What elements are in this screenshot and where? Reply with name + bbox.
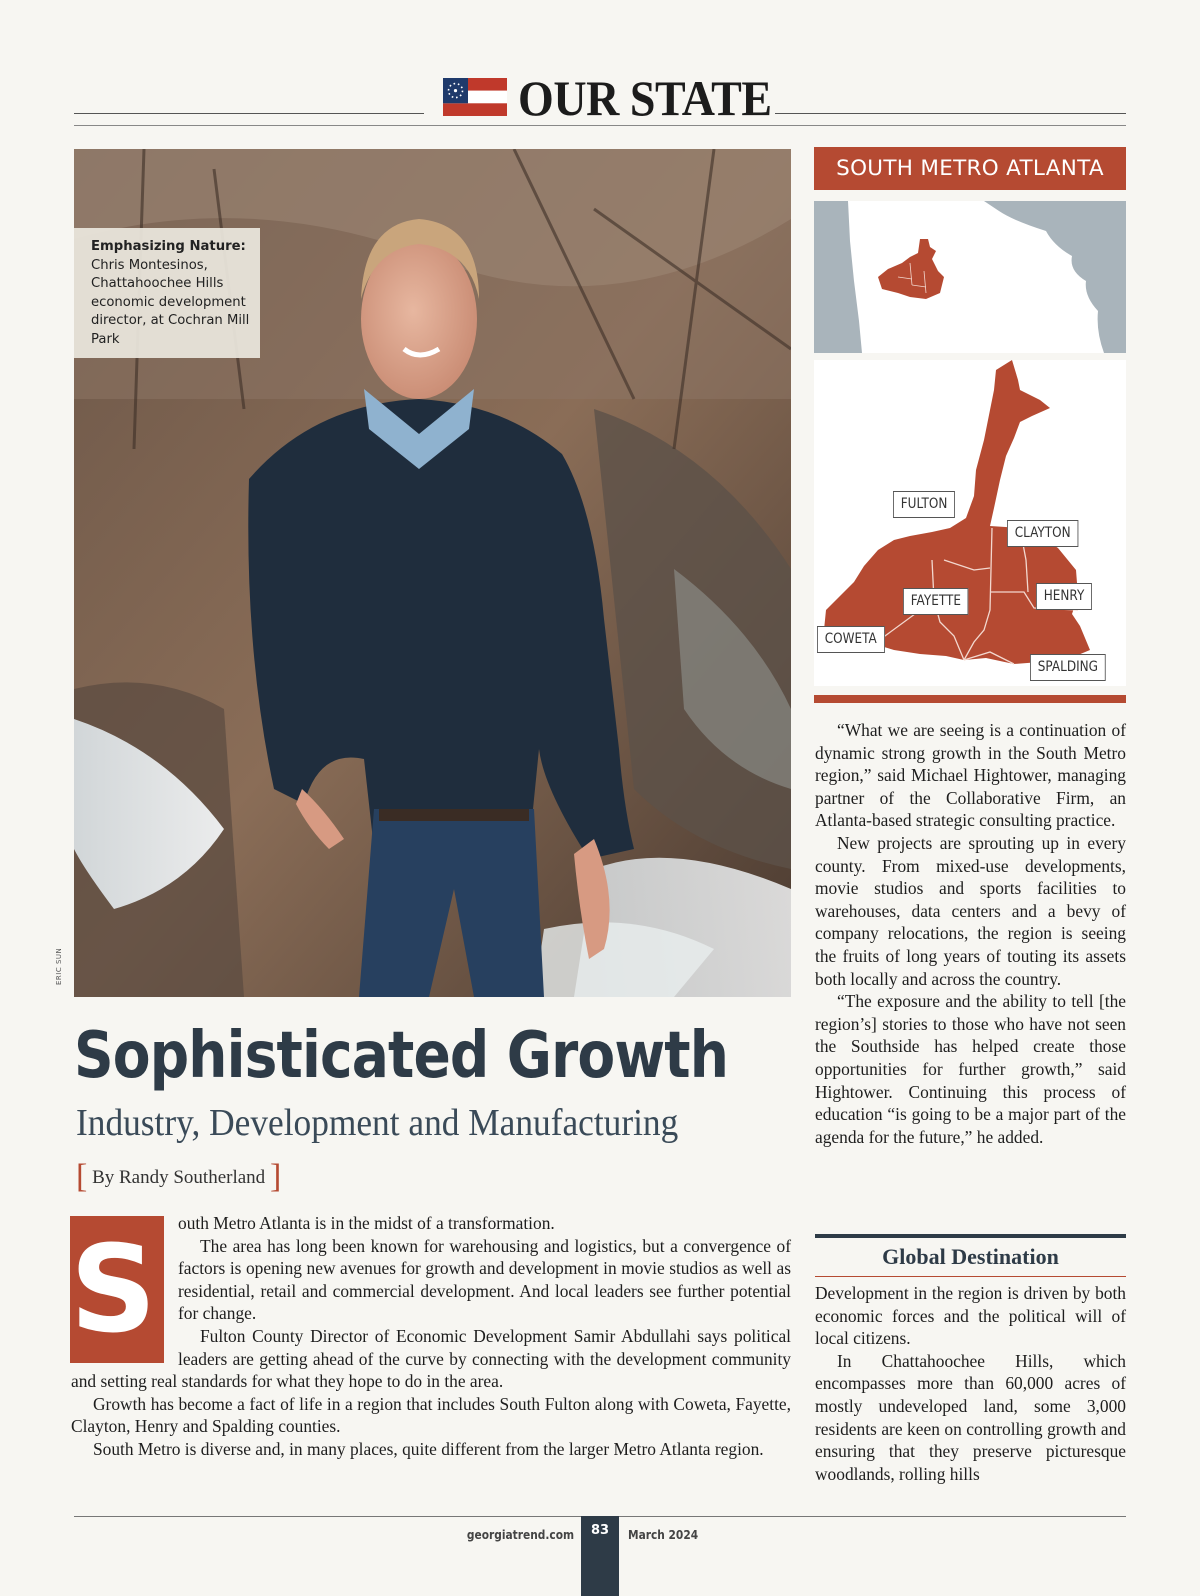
georgia-flag-icon <box>443 78 507 116</box>
article-body-right <box>815 719 1126 1148</box>
photo-credit: ERIC SUN <box>55 947 63 985</box>
caption-title: Emphasizing Nature: <box>91 239 246 254</box>
article-subhead: Industry, Development and Manufacturing <box>76 1102 679 1144</box>
page-number: 83 <box>581 1516 619 1596</box>
map-title: SOUTH METRO ATLANTA <box>814 147 1126 190</box>
drop-cap: S <box>70 1216 164 1363</box>
county-label-clayton: CLAYTON <box>1007 520 1078 547</box>
paragraph: New projects are sprouting up in every county. From mixed-use developments, movie studios and sports facilities to warehouses, data centers and a bevy of company relocations, the region is seeing the fruits of long years of touting its assets both locally and across the country. <box>815 832 1126 989</box>
county-label-spalding: SPALDING <box>1030 654 1106 681</box>
paragraph: outh Metro Atlanta is in the midst of a transformation. <box>178 1213 555 1233</box>
county-label-coweta: COWETA <box>817 626 885 653</box>
footer-date: March 2024 <box>628 1527 699 1542</box>
paragraph: Fulton County Director of Economic Development Samir Abdullahi says political leaders are getting ahead of the curve by connecting with the development community and setting real standards for what they hope to do in the area. <box>71 1325 791 1392</box>
section-title: OUR STATE <box>518 70 772 126</box>
section-heading: Global Destination <box>815 1234 1126 1277</box>
paragraph: “The exposure and the ability to tell [the region’s] stories to those who have not seen the Southside has helped create those opportunities for further growth,” said Hightower. Continuing this process of education “is going to be a major part of the agenda for the future,” he added. <box>815 991 1126 1147</box>
map-bottom-bar <box>814 695 1126 703</box>
byline-bracket-open: [ <box>76 1158 88 1195</box>
paragraph: “What we are seeing is a continuation of dynamic strong growth in the South Metro region,” said Michael Hightower, managing partner of the Collaborative Firm, an Atlanta-based strategic consulting practice. <box>815 720 1126 831</box>
header-rule-left <box>74 113 424 114</box>
article-body-right-2 <box>815 1282 1126 1485</box>
paragraph: Development in the region is driven by both economic forces and the political will of local citizens. <box>815 1283 1126 1349</box>
paragraph: South Metro is diverse and, in many places, quite different from the larger Metro Atlanta region. <box>93 1438 764 1459</box>
county-label-henry: HENRY <box>1036 583 1092 610</box>
article-body-left <box>71 1212 791 1461</box>
paragraph: Growth has become a fact of life in a region that includes South Fulton along with Coweta, Fayette, Clayton, Henry and Spalding counties. <box>71 1393 791 1437</box>
byline <box>76 1160 281 1195</box>
header-rule-right <box>775 113 1126 114</box>
article-headline: Sophisticated Growth <box>74 1019 729 1093</box>
county-label-fayette: FAYETTE <box>903 588 969 615</box>
photo-caption <box>74 228 260 358</box>
georgia-inset-map <box>814 201 1126 353</box>
byline-bracket-close: ] <box>269 1158 282 1195</box>
paragraph: In Chattahoochee Hills, which encompasses more than 60,000 acres of mostly undeveloped land, some 3,000 residents are keen on controlling growth and ensuring that they preserve picturesque woodlands, rolling hills <box>815 1350 1126 1484</box>
county-label-fulton: FULTON <box>893 491 955 518</box>
byline-author: By Randy Southerland <box>92 1167 266 1188</box>
caption-text: Chris Montesinos, Chattahoochee Hills economic development director, at Cochran Mill Park <box>91 257 250 347</box>
footer-site: georgiatrend.com <box>466 1527 574 1542</box>
paragraph: The area has long been known for warehousing and logistics, but a convergence of factors is opening new avenues for growth and development in movie studios as well as residential, retail and commercial development. And local leaders see further potential for change. <box>178 1235 791 1324</box>
